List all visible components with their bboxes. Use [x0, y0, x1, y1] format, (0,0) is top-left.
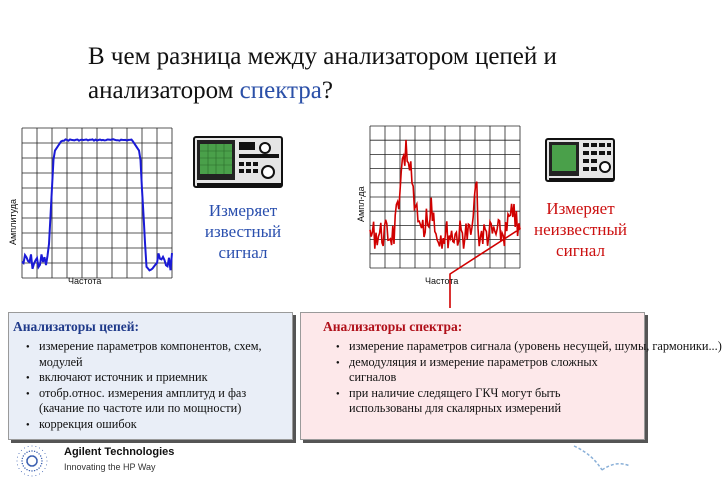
right-y-axis-label: Ампл-да	[356, 186, 366, 222]
spark-dot	[42, 450, 43, 451]
spark-dot	[41, 460, 42, 461]
right-caption	[523, 198, 638, 261]
spark-dot	[19, 468, 20, 469]
spark-dot	[24, 453, 25, 454]
network-box-title: Анализаторы цепей:	[13, 319, 140, 334]
spectrum-box-list	[323, 339, 722, 417]
spectrum-analyzers-box	[300, 312, 722, 440]
spark-dot	[19, 453, 20, 454]
spark-dot	[36, 459, 38, 461]
company-name: Agilent Technologies	[64, 446, 175, 458]
spark-dot	[23, 465, 24, 466]
spark-dot	[17, 464, 18, 465]
spark-dot	[36, 452, 37, 453]
spark-dot	[40, 455, 41, 456]
right-caption-line-1: Измеряет	[546, 199, 615, 218]
spark-dot	[41, 458, 42, 459]
corner-decoration	[572, 440, 632, 478]
spark-dot	[44, 453, 45, 454]
spark-dot	[26, 452, 27, 453]
spark-dot	[24, 467, 25, 468]
spark-dot	[28, 446, 29, 447]
spark-dot	[21, 471, 22, 472]
network-response-plot	[20, 126, 175, 281]
left-caption-line-3: сигнал	[218, 243, 268, 262]
spark-dot	[21, 460, 22, 461]
left-caption	[193, 200, 293, 263]
list-item: ● отобр.относ. измерения амплитуд и фаз (качание по частоте или по мощности)	[39, 386, 286, 417]
spark-dot	[39, 473, 40, 474]
spark-dot	[24, 473, 25, 474]
left-x-axis-label: Частота	[68, 276, 102, 286]
left-y-axis-label: Амплитуда	[8, 198, 18, 245]
spark-dot	[29, 451, 30, 452]
spark-dot	[29, 470, 30, 471]
network-analyzers-box	[8, 312, 293, 440]
spark-dot	[35, 446, 36, 447]
spark-dot	[38, 467, 39, 468]
spark-dot	[47, 461, 48, 462]
spark-dot	[46, 464, 47, 465]
list-item: ● демодуляция и измерение параметров сложных сигналов	[349, 355, 639, 386]
spark-dot	[22, 458, 23, 459]
spark-dot	[17, 457, 18, 458]
spark-dot	[41, 463, 42, 464]
spark-dot	[26, 469, 27, 470]
title-end: ?	[321, 77, 333, 104]
spark-dot	[42, 471, 43, 472]
spark-dot	[17, 461, 18, 462]
spark-dot	[31, 470, 32, 471]
right-caption-line-2: неизвестный	[534, 220, 627, 239]
spectrum-box-title: Анализаторы спектра:	[323, 319, 463, 334]
plot-grid	[370, 126, 520, 268]
spark-dot	[46, 457, 47, 458]
spark-dot	[38, 453, 39, 454]
spark-dot	[28, 475, 29, 476]
spectrum-analyzer-icon	[545, 138, 617, 184]
left-caption-line-2: известный	[204, 222, 282, 241]
right-x-axis-label: Частота	[425, 276, 459, 286]
spark-dot	[40, 465, 41, 466]
spark-dot	[32, 476, 33, 477]
spark-dot	[36, 469, 37, 470]
spark-dot	[35, 475, 36, 476]
list-item: ● коррекция ошибок	[39, 417, 286, 433]
network-box-list	[13, 339, 286, 432]
title-accent: спектра	[239, 77, 322, 104]
slide-title	[88, 40, 633, 108]
spark-dot	[31, 450, 32, 451]
left-caption-line-1: Измеряет	[208, 201, 278, 220]
spark-dot	[21, 450, 22, 451]
list-item: ● включают источник и приемник	[39, 370, 286, 386]
spark-dot	[23, 455, 24, 456]
company-tagline: Innovating the HP Way	[64, 462, 156, 472]
title-main: В чем разница между анализатором цепей и анализатором	[88, 43, 557, 104]
list-item: ● при наличие следящего ГКЧ могут быть использованы для скалярных измерений	[349, 386, 619, 417]
list-item: ● измерение параметров компонентов, схем, модулей	[39, 339, 286, 370]
plot-grid	[22, 128, 172, 278]
agilent-spark-logo	[8, 444, 60, 478]
right-caption-line-3: сигнал	[556, 241, 605, 260]
spark-dot	[32, 446, 33, 447]
spark-dot	[44, 468, 45, 469]
network-analyzer-icon	[193, 136, 285, 190]
spark-dot	[34, 470, 35, 471]
spark-dot	[24, 448, 25, 449]
spark-dot	[39, 448, 40, 449]
spark-dot	[34, 451, 35, 452]
spark-dot	[22, 463, 23, 464]
list-item: ● измерение параметров сигнала (уровень несущей, шумы, гармоники...)	[349, 339, 638, 355]
